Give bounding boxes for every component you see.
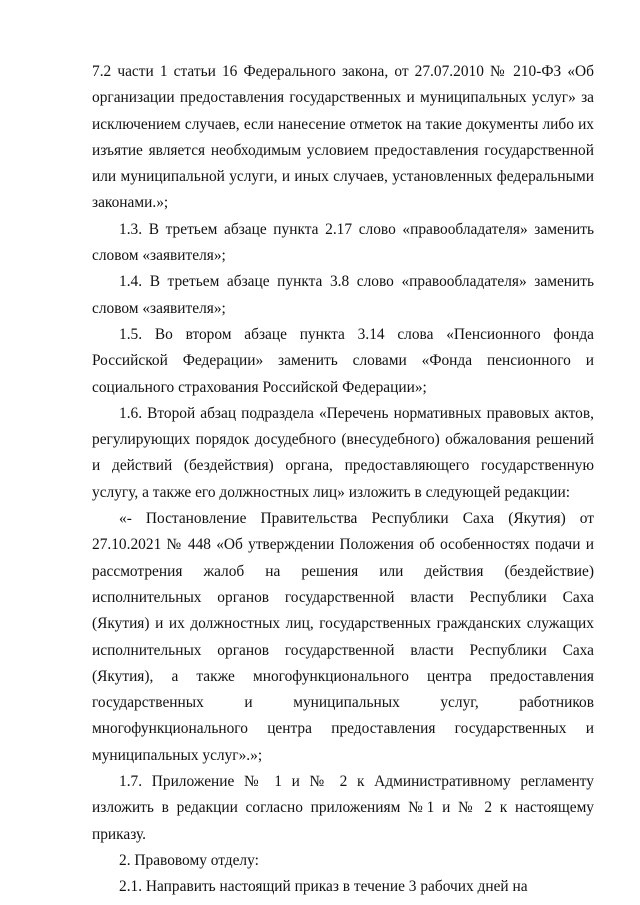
paragraph-2-1: 2.1. Направить настоящий приказ в течение 3 рабочих дней на [119, 878, 528, 896]
paragraph-1-6: 1.6. Второй абзац подраздела «Перечень нормативных правовых актов, регулирующих порядок досудебного (внесудебного) обжалования решений и действий (бездействия) органа, предоставляющего государственную услугу, а также его должностных лиц» изложить в следующей редакции: [92, 404, 594, 501]
paragraph-1-4: 1.4. В третьем абзаце пункта 3.8 слово «правообладателя» заменить словом «заявителя»; [92, 273, 594, 317]
paragraph-1-5: 1.5. Во втором абзаце пункта 3.14 слова «Пенсионного фонда Российской Федерации» заменить словами «Фонда пенсионного и социального страхования Российской Федерации»; [92, 325, 594, 396]
paragraph-quoted-resolution: «- Постановление Правительства Республики Саха (Якутия) от 27.10.2021 № 448 «Об утверждении Положения об особенностях подачи и рассмотрения жалоб на решения или действия (бездействие) исполнительных органов государственной власти Республики Саха (Якутия) и их должностных лиц, государственных гражданских служащих исполнительных органов государственной власти Республики Саха (Якутия), а также многофункционального центра предоставления государственных и муниципальных услуг, работников многофункционального центра предоставления государственных и муниципальных услуг».»; [92, 510, 594, 764]
paragraph-2: 2. Правовому отделу: [119, 851, 259, 869]
paragraph-1-3: 1.3. В третьем абзаце пункта 2.17 слово «правообладателя» заменить словом «заявителя»; [92, 220, 594, 265]
paragraph-1-7: 1.7. Приложение № 1 и № 2 к Административному регламенту изложить в редакции согласно приложениям №1 и № 2 к настоящему приказу. [92, 773, 594, 843]
paragraph-continuation: 7.2 части 1 статьи 16 Федерального закона, от 27.07.2010 № 210-ФЗ «Об организации предоставления государственных и муниципальных услуг» за исключением случаев, если нанесение отметок на такие документы либо их изъятие является необходимым условием предоставления государственной или муниципальной услуги, и иных случаев, установленных федеральными законами.»; [92, 63, 594, 212]
document-body [92, 59, 594, 901]
